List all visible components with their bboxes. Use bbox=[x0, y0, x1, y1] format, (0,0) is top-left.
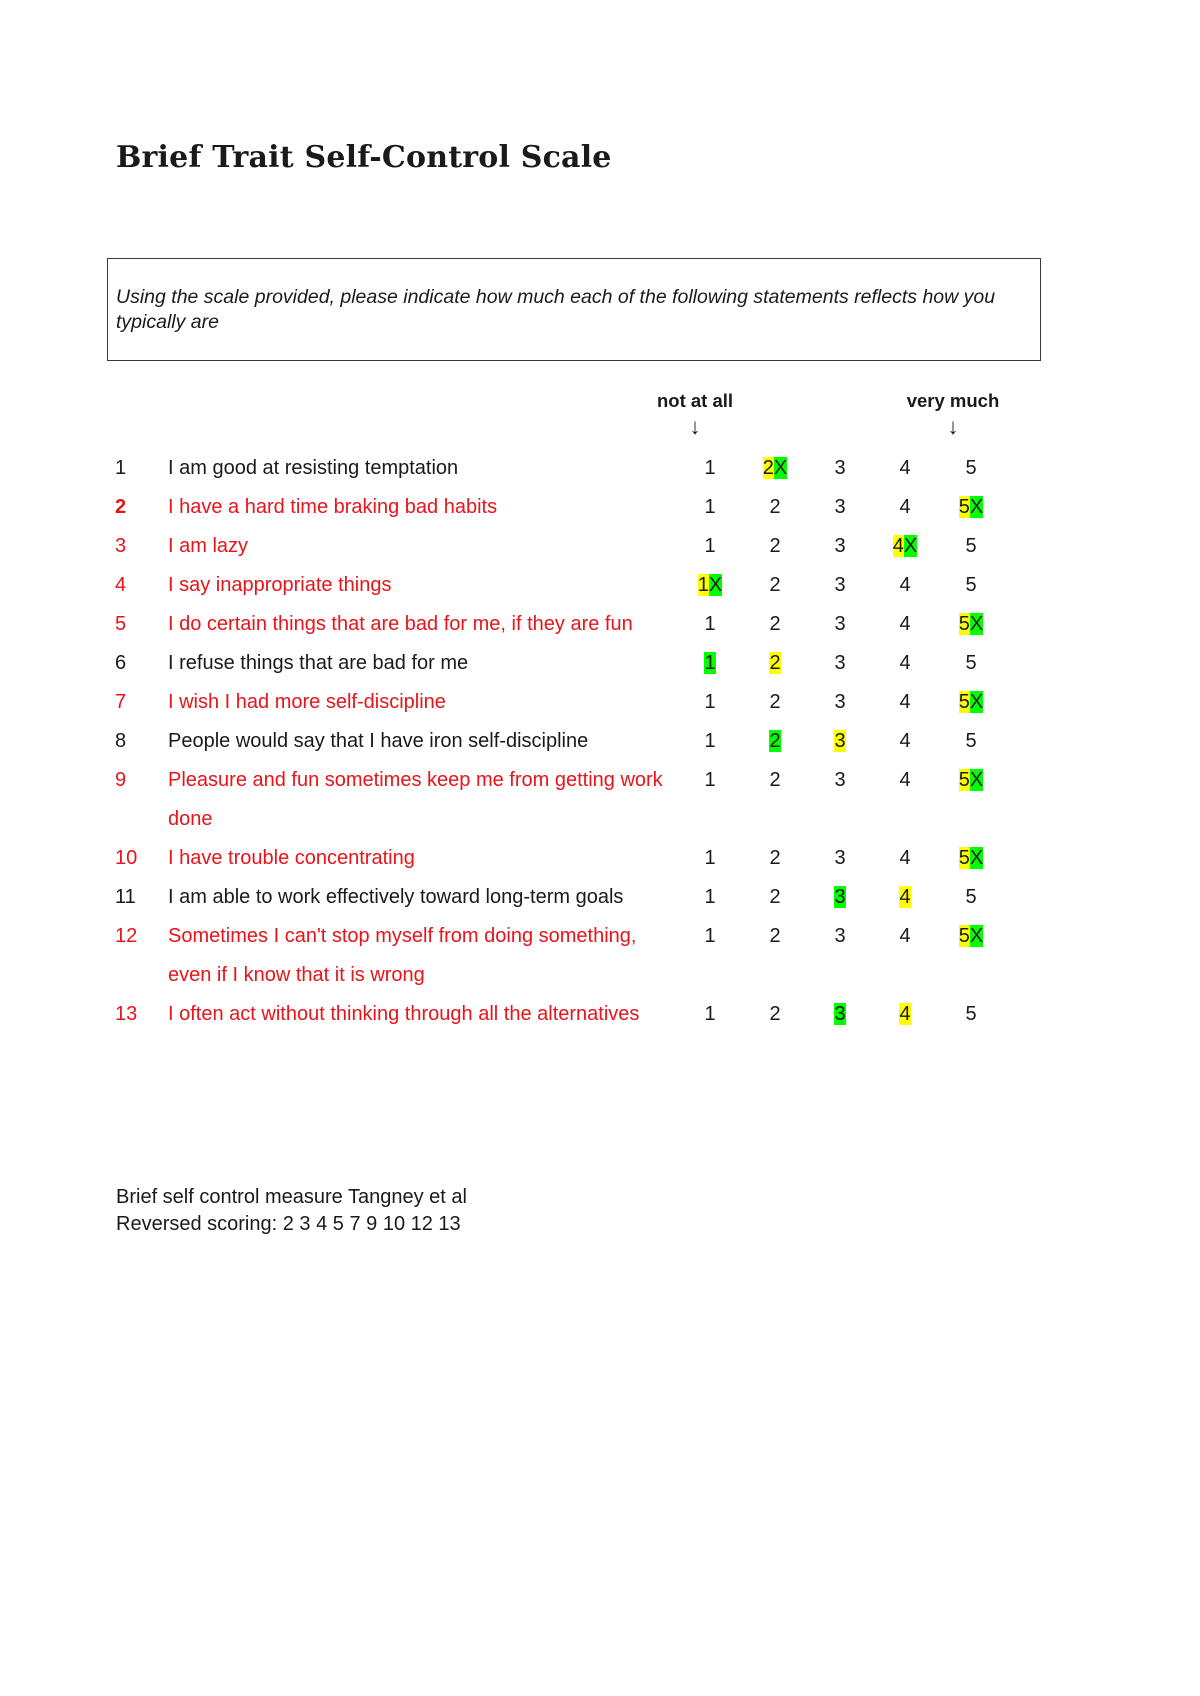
rating-option-2[interactable] bbox=[750, 605, 800, 644]
item-number: 10 bbox=[115, 847, 138, 869]
selected-mark: X bbox=[969, 769, 984, 791]
rating-value: 5 bbox=[965, 535, 977, 557]
footer-reversed-scoring: Reversed scoring: 2 3 4 5 7 9 10 12 13 bbox=[116, 1213, 461, 1235]
rating-value: 4 bbox=[899, 496, 911, 518]
rating-value: 2 bbox=[769, 925, 781, 947]
rating-option-1[interactable] bbox=[685, 683, 735, 722]
rating-option-5[interactable] bbox=[946, 878, 996, 917]
rating-option-4[interactable] bbox=[880, 566, 930, 605]
rating-option-4[interactable] bbox=[880, 995, 930, 1034]
rating-value: 2 bbox=[762, 457, 774, 479]
rating-value: 1 bbox=[704, 925, 716, 947]
selected-mark: X bbox=[969, 925, 984, 947]
item-number: 13 bbox=[115, 1003, 138, 1025]
rating-option-1[interactable] bbox=[685, 644, 735, 683]
item-statement: I wish I had more self-discipline bbox=[168, 691, 446, 713]
selected-mark: X bbox=[969, 496, 984, 518]
rating-option-4[interactable] bbox=[880, 449, 930, 488]
rating-option-2[interactable] bbox=[750, 449, 800, 488]
rating-value: 1 bbox=[704, 652, 716, 674]
rating-value: 4 bbox=[899, 652, 911, 674]
rating-option-5[interactable] bbox=[946, 839, 996, 878]
rating-option-3[interactable] bbox=[815, 878, 865, 917]
rating-value: 5 bbox=[965, 1003, 977, 1025]
rating-value: 1 bbox=[704, 535, 716, 557]
rating-value: 3 bbox=[834, 535, 846, 557]
item-row bbox=[0, 449, 1200, 488]
rating-option-1[interactable] bbox=[685, 839, 735, 878]
rating-option-1[interactable] bbox=[685, 995, 735, 1034]
item-number: 12 bbox=[115, 925, 138, 947]
rating-value: 1 bbox=[704, 730, 716, 752]
item-number: 2 bbox=[115, 496, 127, 518]
rating-option-5[interactable] bbox=[946, 683, 996, 722]
item-number: 3 bbox=[115, 535, 127, 557]
rating-option-4[interactable] bbox=[880, 605, 930, 644]
rating-option-5[interactable] bbox=[946, 449, 996, 488]
rating-value: 4 bbox=[899, 457, 911, 479]
rating-value: 4 bbox=[899, 730, 911, 752]
rating-value: 4 bbox=[899, 925, 911, 947]
rating-value: 2 bbox=[769, 574, 781, 596]
item-statement: I have a hard time braking bad habits bbox=[168, 496, 498, 518]
rating-option-4[interactable] bbox=[880, 878, 930, 917]
rating-option-2[interactable] bbox=[750, 488, 800, 527]
rating-option-3[interactable] bbox=[815, 644, 865, 683]
item-number: 1 bbox=[115, 457, 127, 479]
rating-value: 3 bbox=[834, 847, 846, 869]
rating-option-1[interactable] bbox=[685, 722, 735, 761]
rating-value: 2 bbox=[769, 496, 781, 518]
item-statement: Sometimes I can't stop myself from doing something, even if I know that it is wrong bbox=[168, 925, 637, 986]
selected-mark: X bbox=[773, 457, 788, 479]
rating-value: 2 bbox=[769, 613, 781, 635]
rating-value: 3 bbox=[834, 730, 846, 752]
rating-value: 3 bbox=[834, 457, 846, 479]
rating-value: 1 bbox=[697, 574, 709, 596]
rating-value: 3 bbox=[834, 496, 846, 518]
rating-value: 2 bbox=[769, 886, 781, 908]
questionnaire-items bbox=[0, 449, 1200, 1034]
rating-value: 3 bbox=[834, 886, 846, 908]
rating-option-5[interactable] bbox=[946, 644, 996, 683]
item-number: 6 bbox=[115, 652, 127, 674]
item-row bbox=[0, 722, 1200, 761]
rating-option-4[interactable] bbox=[880, 527, 930, 566]
rating-option-2[interactable] bbox=[750, 527, 800, 566]
rating-option-4[interactable] bbox=[880, 917, 930, 956]
footer-source: Brief self control measure Tangney et al bbox=[116, 1186, 467, 1208]
rating-value: 1 bbox=[704, 613, 716, 635]
rating-option-3[interactable] bbox=[815, 605, 865, 644]
rating-option-3[interactable] bbox=[815, 488, 865, 527]
rating-option-5[interactable] bbox=[946, 722, 996, 761]
footer bbox=[116, 1184, 467, 1238]
item-row bbox=[0, 878, 1200, 917]
rating-value: 2 bbox=[769, 847, 781, 869]
selected-mark: X bbox=[969, 613, 984, 635]
rating-value: 4 bbox=[899, 691, 911, 713]
item-number: 5 bbox=[115, 613, 127, 635]
item-statement: I am good at resisting temptation bbox=[168, 457, 459, 479]
item-statement: I refuse things that are bad for me bbox=[168, 652, 469, 674]
rating-value: 4 bbox=[899, 574, 911, 596]
rating-option-3[interactable] bbox=[815, 449, 865, 488]
rating-value: 2 bbox=[769, 769, 781, 791]
instruction-text: Using the scale provided, please indicate how much each of the following statements reflects how you typically are bbox=[116, 286, 996, 333]
rating-value: 2 bbox=[769, 535, 781, 557]
rating-option-3[interactable] bbox=[815, 839, 865, 878]
item-row bbox=[0, 995, 1200, 1034]
rating-option-2[interactable] bbox=[750, 683, 800, 722]
rating-value: 1 bbox=[704, 457, 716, 479]
rating-value: 1 bbox=[704, 496, 716, 518]
item-statement: Pleasure and fun sometimes keep me from getting work done bbox=[168, 769, 663, 830]
rating-option-2[interactable] bbox=[750, 761, 800, 800]
rating-option-4[interactable] bbox=[880, 644, 930, 683]
item-number: 8 bbox=[115, 730, 127, 752]
rating-option-4[interactable] bbox=[880, 761, 930, 800]
item-number: 7 bbox=[115, 691, 127, 713]
rating-option-1[interactable] bbox=[685, 566, 735, 605]
down-arrow-icon: ↓ bbox=[689, 414, 701, 439]
rating-value: 5 bbox=[965, 652, 977, 674]
instruction-box bbox=[107, 258, 1041, 361]
item-row bbox=[0, 527, 1200, 566]
rating-option-3[interactable] bbox=[815, 761, 865, 800]
item-row bbox=[0, 683, 1200, 722]
rating-value: 3 bbox=[834, 1003, 846, 1025]
item-statement: I have trouble concentrating bbox=[168, 847, 415, 869]
rating-value: 5 bbox=[958, 847, 970, 869]
rating-option-4[interactable] bbox=[880, 683, 930, 722]
rating-value: 4 bbox=[899, 769, 911, 791]
rating-option-1[interactable] bbox=[685, 761, 735, 800]
item-row bbox=[0, 839, 1200, 878]
item-row bbox=[0, 566, 1200, 605]
rating-value: 5 bbox=[958, 691, 970, 713]
item-statement: People would say that I have iron self-discipline bbox=[168, 730, 589, 752]
item-row bbox=[0, 917, 1200, 995]
item-row bbox=[0, 644, 1200, 683]
item-row bbox=[0, 605, 1200, 644]
scale-label-not-at-all bbox=[640, 390, 750, 441]
rating-option-3[interactable] bbox=[815, 995, 865, 1034]
rating-value: 3 bbox=[834, 925, 846, 947]
rating-value: 3 bbox=[834, 574, 846, 596]
selected-mark: X bbox=[708, 574, 723, 596]
scale-label-low-text: not at all bbox=[656, 390, 734, 411]
selected-mark: X bbox=[969, 691, 984, 713]
item-number: 11 bbox=[115, 886, 136, 908]
rating-value: 1 bbox=[704, 1003, 716, 1025]
item-row bbox=[0, 761, 1200, 839]
rating-option-5[interactable] bbox=[946, 527, 996, 566]
rating-value: 5 bbox=[958, 925, 970, 947]
rating-option-3[interactable] bbox=[815, 566, 865, 605]
rating-option-4[interactable] bbox=[880, 839, 930, 878]
rating-option-2[interactable] bbox=[750, 878, 800, 917]
rating-option-5[interactable] bbox=[946, 917, 996, 956]
rating-option-1[interactable] bbox=[685, 878, 735, 917]
rating-value: 5 bbox=[965, 574, 977, 596]
rating-option-1[interactable] bbox=[685, 527, 735, 566]
rating-option-1[interactable] bbox=[685, 449, 735, 488]
rating-option-2[interactable] bbox=[750, 839, 800, 878]
selected-mark: X bbox=[903, 535, 918, 557]
item-number: 9 bbox=[115, 769, 127, 791]
rating-option-5[interactable] bbox=[946, 605, 996, 644]
rating-option-5[interactable] bbox=[946, 761, 996, 800]
rating-value: 4 bbox=[899, 613, 911, 635]
selected-mark: X bbox=[969, 847, 984, 869]
item-statement: I do certain things that are bad for me, if they are fun bbox=[168, 613, 633, 635]
rating-value: 4 bbox=[899, 847, 911, 869]
item-statement: I often act without thinking through all the alternatives bbox=[168, 1003, 640, 1025]
rating-value: 1 bbox=[704, 886, 716, 908]
rating-option-5[interactable] bbox=[946, 566, 996, 605]
rating-option-1[interactable] bbox=[685, 917, 735, 956]
rating-value: 4 bbox=[899, 1003, 911, 1025]
down-arrow-icon: ↓ bbox=[947, 414, 959, 439]
item-statement: I am lazy bbox=[168, 535, 249, 557]
rating-value: 2 bbox=[769, 730, 781, 752]
page-title: Brief Trait Self-Control Scale bbox=[116, 140, 612, 175]
rating-value: 3 bbox=[834, 691, 846, 713]
rating-value: 1 bbox=[704, 847, 716, 869]
rating-option-3[interactable] bbox=[815, 683, 865, 722]
rating-value: 2 bbox=[769, 691, 781, 713]
rating-value: 2 bbox=[769, 1003, 781, 1025]
rating-option-3[interactable] bbox=[815, 527, 865, 566]
rating-option-2[interactable] bbox=[750, 995, 800, 1034]
rating-value: 5 bbox=[965, 730, 977, 752]
scale-label-high-text: very much bbox=[906, 390, 1000, 411]
rating-option-1[interactable] bbox=[685, 605, 735, 644]
rating-value: 2 bbox=[769, 652, 781, 674]
rating-value: 5 bbox=[965, 886, 977, 908]
rating-value: 1 bbox=[704, 691, 716, 713]
rating-option-3[interactable] bbox=[815, 917, 865, 956]
rating-value: 5 bbox=[965, 457, 977, 479]
rating-value: 5 bbox=[958, 613, 970, 635]
rating-value: 4 bbox=[899, 886, 911, 908]
rating-option-3[interactable] bbox=[815, 722, 865, 761]
rating-value: 5 bbox=[958, 769, 970, 791]
rating-value: 3 bbox=[834, 652, 846, 674]
rating-value: 3 bbox=[834, 769, 846, 791]
rating-option-2[interactable] bbox=[750, 917, 800, 956]
rating-value: 1 bbox=[704, 769, 716, 791]
rating-option-5[interactable] bbox=[946, 995, 996, 1034]
rating-option-4[interactable] bbox=[880, 722, 930, 761]
rating-option-1[interactable] bbox=[685, 488, 735, 527]
rating-option-4[interactable] bbox=[880, 488, 930, 527]
item-number: 4 bbox=[115, 574, 127, 596]
rating-option-5[interactable] bbox=[946, 488, 996, 527]
rating-value: 4 bbox=[892, 535, 904, 557]
rating-value: 5 bbox=[958, 496, 970, 518]
rating-option-2[interactable] bbox=[750, 722, 800, 761]
item-statement: I am able to work effectively toward long-term goals bbox=[168, 886, 624, 908]
item-statement: I say inappropriate things bbox=[168, 574, 392, 596]
rating-option-2[interactable] bbox=[750, 644, 800, 683]
item-row bbox=[0, 488, 1200, 527]
scale-label-very-much bbox=[888, 390, 1018, 441]
rating-value: 3 bbox=[834, 613, 846, 635]
rating-option-2[interactable] bbox=[750, 566, 800, 605]
